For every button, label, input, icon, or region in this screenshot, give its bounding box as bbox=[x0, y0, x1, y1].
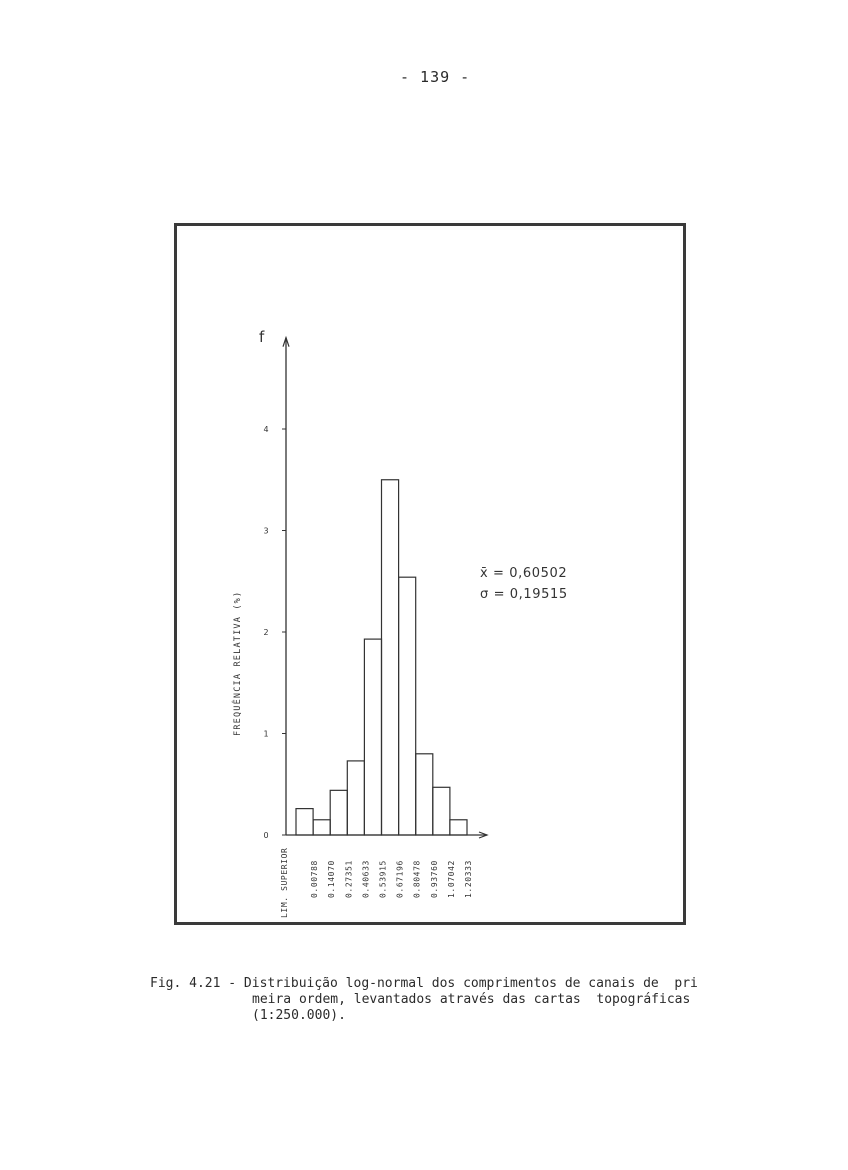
x-tick-label: 0.00788 bbox=[310, 860, 320, 898]
y-tick-label: 4 bbox=[263, 425, 269, 434]
x-tick-label: 0.80478 bbox=[412, 860, 422, 898]
y-tick-label: 2 bbox=[263, 628, 269, 637]
histogram-bar bbox=[296, 809, 313, 835]
histogram-bar bbox=[347, 761, 364, 835]
caption-line-3: (1:250.000). bbox=[252, 1008, 346, 1023]
histogram-bar bbox=[382, 480, 399, 835]
chart-bars bbox=[296, 480, 467, 835]
y-tick-label: 3 bbox=[263, 526, 269, 536]
x-axis-label: LIM. SUPERIOR bbox=[280, 847, 289, 918]
y-tick-labels bbox=[263, 425, 286, 840]
y-tick-label: 0 bbox=[263, 831, 269, 840]
figure-caption bbox=[150, 976, 770, 1024]
x-tick-label: 0.93760 bbox=[429, 860, 439, 898]
x-tick-label: 0.14070 bbox=[327, 860, 337, 898]
y-tick-label: 1 bbox=[263, 729, 269, 739]
y-axis-label: FREQUÊNCIA RELATIVA (%) bbox=[233, 590, 243, 736]
y-axis-symbol: f bbox=[259, 328, 265, 346]
histogram-bar bbox=[450, 820, 467, 835]
histogram-bar bbox=[399, 577, 416, 835]
x-tick-label: 0.27351 bbox=[344, 860, 354, 898]
x-tick-label: 1.20333 bbox=[464, 860, 473, 898]
histogram-bar bbox=[416, 754, 433, 835]
histogram-bar bbox=[433, 787, 450, 835]
mean-annotation: x̄ = 0,60502 bbox=[480, 566, 568, 581]
chart-axes bbox=[283, 338, 487, 838]
x-tick-label: 1.07042 bbox=[446, 860, 456, 898]
histogram-bar bbox=[364, 639, 381, 835]
sigma-annotation: σ = 0,19515 bbox=[480, 587, 568, 602]
page-number: - 139 - bbox=[400, 68, 471, 86]
caption-line-1: Fig. 4.21 - Distribuição log-normal dos comprimentos de canais de pri bbox=[150, 976, 698, 991]
x-tick-label: 0.40633 bbox=[361, 860, 371, 898]
x-tick-label: 0.67196 bbox=[395, 860, 405, 898]
histogram-bar bbox=[313, 820, 330, 835]
histogram-bar bbox=[330, 790, 347, 835]
x-tick-labels bbox=[310, 860, 473, 898]
x-tick-label: 0.53915 bbox=[378, 860, 388, 898]
caption-line-2: meira ordem, levantados através das cartas topográficas bbox=[252, 992, 691, 1007]
